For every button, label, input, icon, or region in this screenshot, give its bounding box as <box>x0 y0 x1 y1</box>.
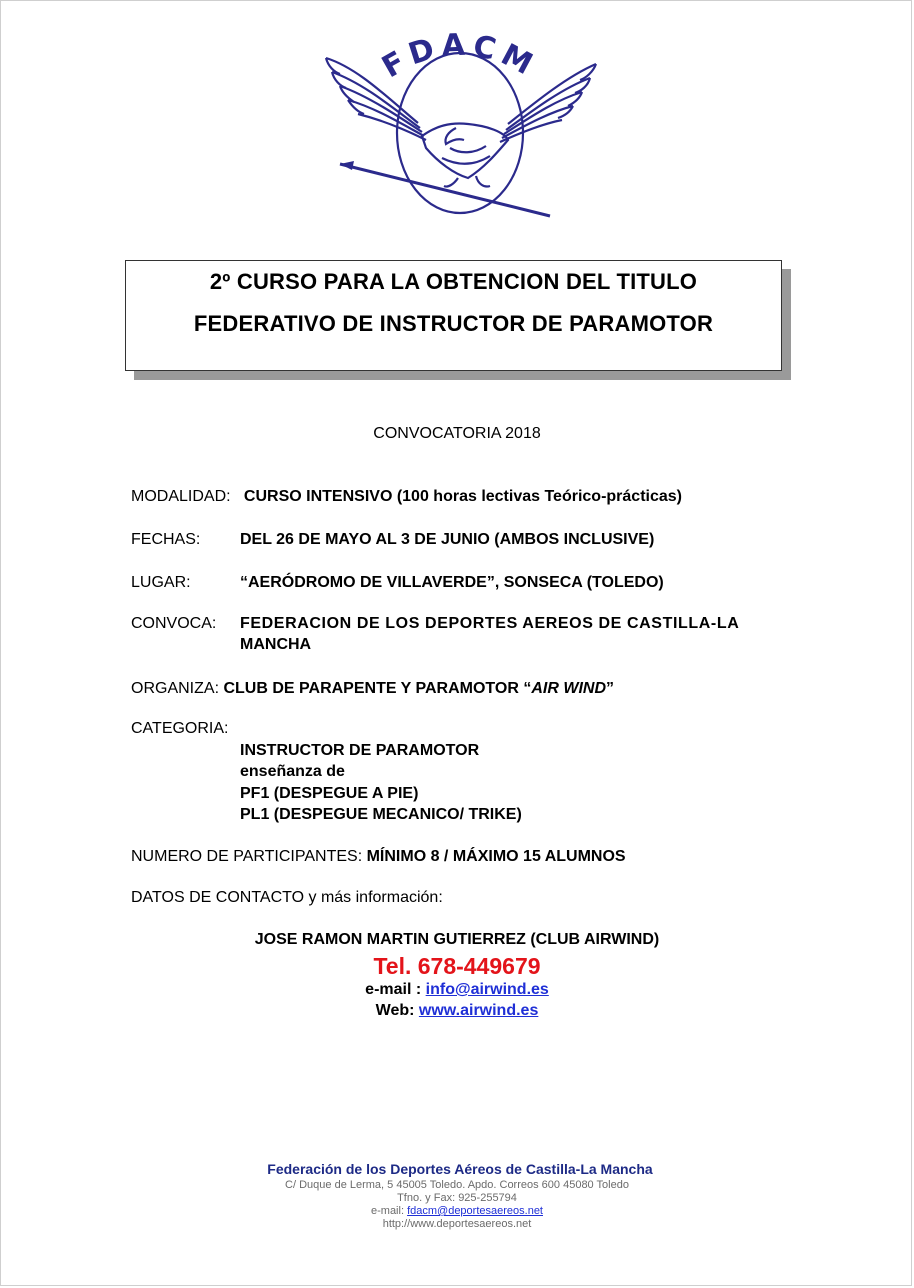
categoria-line-2: enseñanza de <box>240 763 345 780</box>
organiza-value-italic: AIR WIND <box>531 680 607 697</box>
convoca-value-line-1: FEDERACION DE LOS DEPORTES AEREOS DE CASTILLA-LA <box>240 615 740 632</box>
footer-email-link[interactable]: fdacm@deportesaereos.net <box>407 1205 543 1217</box>
organiza-row <box>131 679 614 699</box>
convoca-label: CONVOCA: <box>131 615 217 632</box>
footer-web[interactable]: http://www.deportesaereos.net <box>382 1218 532 1230</box>
contact-email-row <box>0 980 914 1000</box>
lugar-row <box>131 573 191 593</box>
fdacm-eagle-logo <box>318 28 603 228</box>
lugar-value: “AERÓDROMO DE VILLAVERDE”, SONSECA (TOLEDO) <box>240 574 664 591</box>
svg-text:FDACM <box>376 28 543 85</box>
modalidad-label: MODALIDAD: <box>131 488 231 505</box>
footer-email-label: e-mail: <box>371 1205 405 1217</box>
title-box <box>125 260 782 371</box>
footer-org-name: Federación de los Deportes Aéreos de Castilla-La Mancha <box>267 1161 653 1177</box>
footer-phone: Tfno. y Fax: 925-255794 <box>397 1192 517 1204</box>
footer-address: C/ Duque de Lerma, 5 45005 Toledo. Apdo. Correos 600 45080 Toledo <box>285 1179 629 1191</box>
contact-email-label: e-mail : <box>365 981 422 998</box>
organiza-value-prefix: CLUB DE PARAPENTE Y PARAMOTOR “ <box>223 680 532 697</box>
contact-web-link[interactable]: www.airwind.es <box>418 1002 539 1019</box>
participantes-value: MÍNIMO 8 / MÁXIMO 15 ALUMNOS <box>366 848 626 865</box>
fechas-row <box>131 530 200 550</box>
convoca-row <box>131 614 216 634</box>
logo-text: FDACM <box>376 28 544 86</box>
contacto-label: DATOS DE CONTACTO y más información: <box>131 889 443 906</box>
categoria-line-4: PL1 (DESPEGUE MECANICO/ TRIKE) <box>240 806 522 823</box>
organiza-value-suffix: ” <box>606 680 615 697</box>
contact-web-row <box>0 1001 914 1021</box>
footer-email-row <box>0 1205 914 1218</box>
modalidad-value: CURSO INTENSIVO (100 horas lectivas Teórico-prácticas) <box>243 488 682 505</box>
fechas-value: DEL 26 DE MAYO AL 3 DE JUNIO (AMBOS INCLUSIVE) <box>240 531 655 548</box>
convoca-value-line-2: MANCHA <box>240 636 312 653</box>
contact-phone: Tel. 678-449679 <box>373 953 541 979</box>
modalidad-row <box>131 487 682 507</box>
categoria-label: CATEGORIA: <box>131 720 229 737</box>
contact-name: JOSE RAMON MARTIN GUTIERREZ (CLUB AIRWIND) <box>254 931 660 948</box>
convocatoria: CONVOCATORIA 2018 <box>373 425 541 442</box>
participantes-row <box>131 847 626 867</box>
categoria-line-1: INSTRUCTOR DE PARAMOTOR <box>240 742 480 759</box>
organiza-label: ORGANIZA: <box>131 680 220 697</box>
fechas-label: FECHAS: <box>131 531 201 548</box>
categoria-line-3: PF1 (DESPEGUE A PIE) <box>240 785 419 802</box>
contact-email-link[interactable]: info@airwind.es <box>425 981 549 998</box>
contact-web-label: Web: <box>375 1002 415 1019</box>
participantes-label: NUMERO DE PARTICIPANTES: <box>131 848 363 865</box>
title-line-2: FEDERATIVO DE INSTRUCTOR DE PARAMOTOR <box>193 311 714 336</box>
lugar-label: LUGAR: <box>131 574 191 591</box>
title-line-1: 2º CURSO PARA LA OBTENCION DEL TITULO <box>209 269 698 294</box>
